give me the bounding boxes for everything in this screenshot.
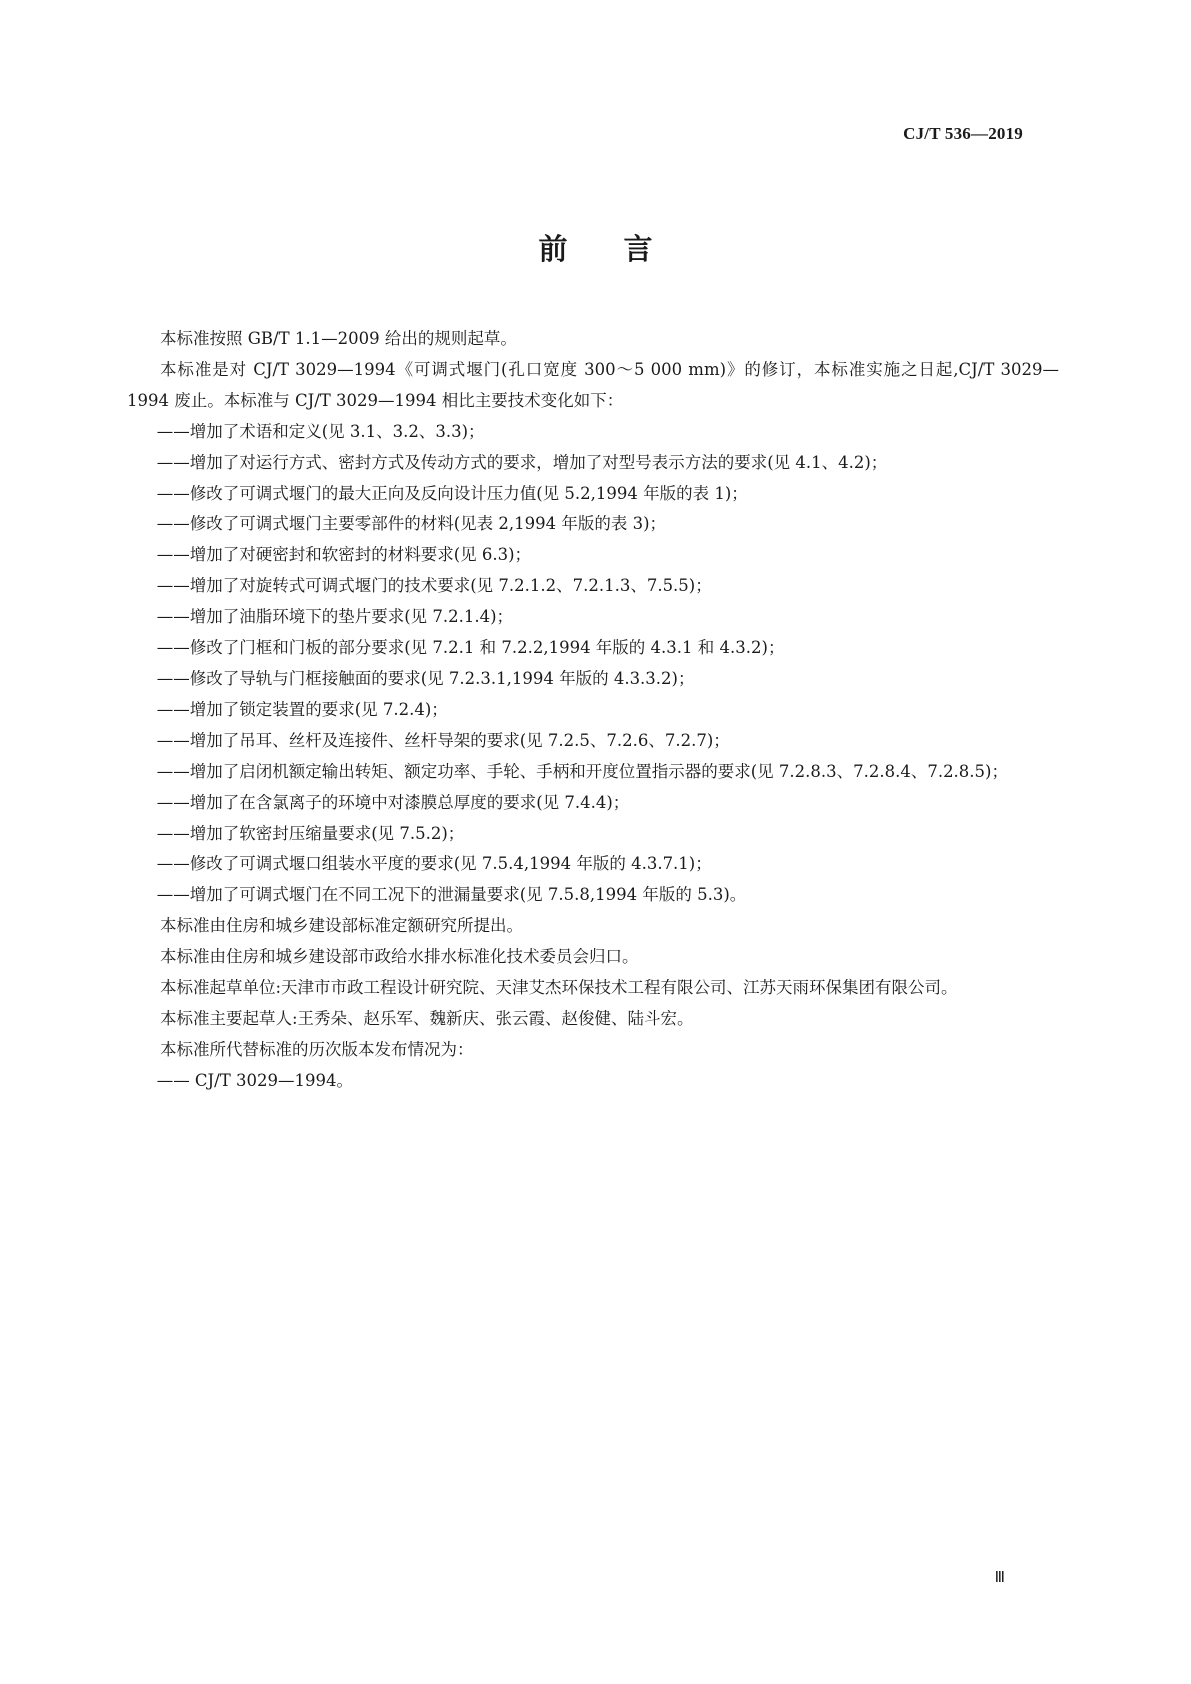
history-item: —— CJ/T 3029—1994。 xyxy=(156,1070,353,1090)
list-item: ——增加了可调式堰门在不同工况下的泄漏量要求(见 7.5.8,1994 年版的 5.3)。 xyxy=(156,885,747,905)
paragraph: 本标准所代替标准的历次版本发布情况为： xyxy=(160,1039,474,1059)
list-item: ——增加了软密封压缩量要求(见 7.5.2)； xyxy=(156,823,465,843)
page-number: Ⅲ xyxy=(994,1570,1005,1586)
list-item: ——增加了锁定装置的要求(见 7.2.4)； xyxy=(156,699,448,719)
foreword-body xyxy=(127,324,1059,1097)
paragraph: 本标准由住房和城乡建设部标准定额研究所提出。 xyxy=(160,916,523,936)
standard-code: CJ/T 536—2019 xyxy=(903,124,1023,143)
list-item: ——修改了导轨与门框接触面的要求(见 7.2.3.1,1994 年版的 4.3.3.2)； xyxy=(156,668,695,688)
paragraph: 本标准是对 CJ/T 3029—1994《可调式堰门(孔口宽度 300～5 000 mm)》的修订，本标准实施之日起,CJ/T 3029—1994 废止。本标准与 CJ/T 3029—1994 相比主要技术变化如下： xyxy=(127,359,1059,410)
list-item: ——修改了可调式堰门主要零部件的材料(见表 2,1994 年版的表 3)； xyxy=(156,514,667,534)
list-item: ——增加了对硬密封和软密封的材料要求(见 6.3)； xyxy=(156,545,532,565)
list-item: ——增加了对旋转式可调式堰门的技术要求(见 7.2.1.2、7.2.1.3、7.5.5)； xyxy=(156,576,712,596)
list-item: ——增加了在含氯离子的环境中对漆膜总厚度的要求(见 7.4.4)； xyxy=(156,792,630,812)
list-item: ——增加了油脂环境下的垫片要求(见 7.2.1.4)； xyxy=(156,607,514,627)
list-item: ——增加了对运行方式、密封方式及传动方式的要求，增加了对型号表示方法的要求(见 4.1、4.2)； xyxy=(156,452,888,472)
paragraph: 本标准起草单位:天津市市政工程设计研究院、天津艾杰环保技术工程有限公司、江苏天雨环保集团有限公司。 xyxy=(160,978,958,998)
paragraph: 本标准由住房和城乡建设部市政给水排水标准化技术委员会归口。 xyxy=(160,947,639,967)
list-item: ——修改了门框和门板的部分要求(见 7.2.1 和 7.2.2,1994 年版的 4.3.1 和 4.3.2)； xyxy=(156,638,785,658)
list-item: ——修改了可调式堰口组装水平度的要求(见 7.5.4,1994 年版的 4.3.7.1)； xyxy=(156,854,712,874)
page-title: 前言 xyxy=(538,232,709,266)
paragraph: 本标准按照 GB/T 1.1—2009 给出的规则起草。 xyxy=(160,329,517,348)
paragraph: 本标准主要起草人:王秀朵、赵乐军、魏新庆、张云霞、赵俊健、陆斗宏。 xyxy=(160,1008,694,1028)
list-item: ——修改了可调式堰门的最大正向及反向设计压力值(见 5.2,1994 年版的表 1)； xyxy=(156,483,748,503)
list-item: ——增加了吊耳、丝杆及连接件、丝杆导架的要求(见 7.2.5、7.2.6、7.2.7)； xyxy=(156,730,730,750)
changes-list xyxy=(127,417,1059,912)
list-item: ——增加了术语和定义(见 3.1、3.2、3.3)； xyxy=(156,421,485,441)
list-item: ——增加了启闭机额定输出转矩、额定功率、手轮、手柄和开度位置指示器的要求(见 7.2.8.3、7.2.8.4、7.2.8.5)； xyxy=(156,761,1008,781)
